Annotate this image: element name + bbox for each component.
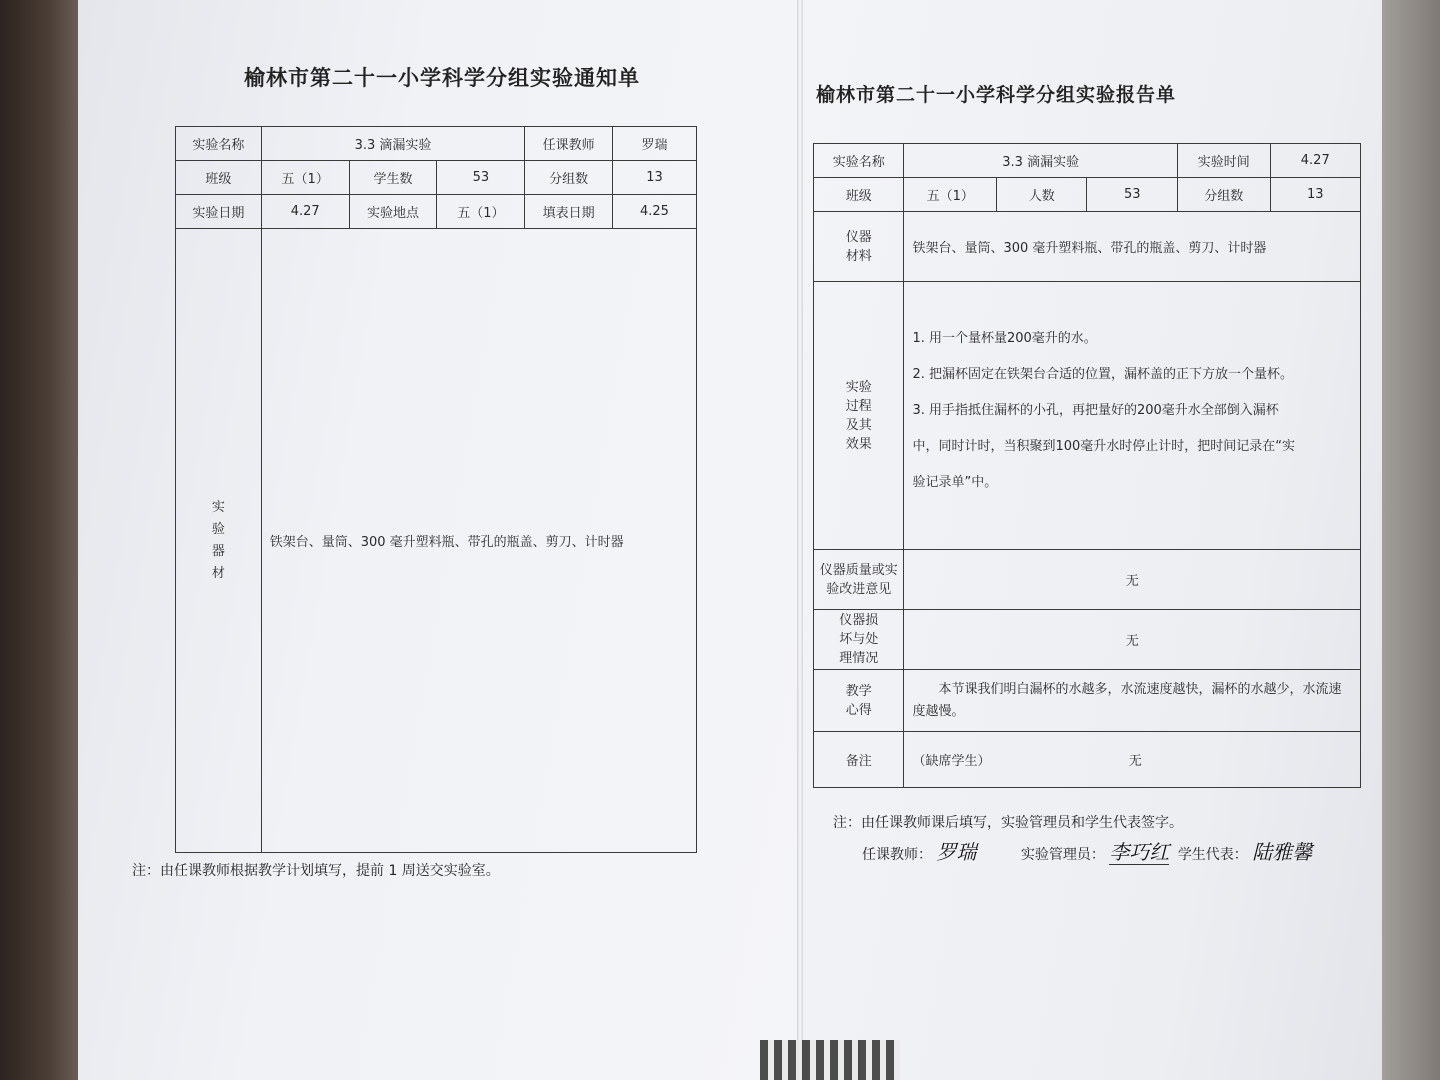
admin-signature: 李巧红 [1109,840,1170,864]
process-step-2: 2. 把漏杯固定在铁架台合适的位置，漏杯盖的正下方放一个量杯。 [912,366,1293,382]
notice-value-class: 五（1） [261,161,349,195]
report-label-quality-text: 仪器质量或实验改进意见 [819,562,898,597]
notice-value-equipment: 铁架台、量筒、300 毫升塑料瓶、带孔的瓶盖、剪刀、计时器 [261,229,696,853]
report-label-exp-time: 实验时间 [1177,144,1270,178]
notice-value-location: 五（1） [437,195,525,229]
report-label-people: 人数 [997,178,1087,212]
report-label-damage [814,610,904,670]
notice-label-groups: 分组数 [525,161,613,195]
notice-value-date: 4.27 [261,195,349,229]
report-value-reflection: 本节课我们明白漏杯的水越多，水流速度越快，漏杯的水越少，水流速度越慢。 [904,670,1361,732]
notice-label-class: 班级 [176,161,262,195]
notice-label-equipment [176,229,262,853]
process-step-3-cont: 中，同时计时，当积聚到100毫升水时停止计时，把时间记录在“实 [912,438,1296,454]
report-label-process [814,282,904,550]
report-label-materials [814,212,904,282]
notice-label-equipment-text: 实验器材 [211,499,225,581]
student-signature: 陆雅馨 [1252,840,1313,864]
notice-label-exp-name: 实验名称 [176,127,262,161]
report-table [813,143,1361,788]
report-label-materials-text: 仪器材料 [845,229,872,264]
notice-label-date: 实验日期 [176,195,262,229]
teacher-signature: 罗瑞 [936,840,977,864]
report-value-exp-time: 4.27 [1270,144,1360,178]
teacher-sign-label: 任课教师： [862,847,932,863]
notice-footnote: 注：由任课教师根据教学计划填写，提前 1 周送交实验室。 [132,863,500,879]
notice-value-groups: 13 [612,161,696,195]
report-label-reflection-text: 教学心得 [845,683,872,718]
page-fold [797,0,803,1080]
report-value-materials: 铁架台、量筒、300 毫升塑料瓶、带孔的瓶盖、剪刀、计时器 [904,212,1361,282]
report-footnote: 注：由任课教师课后填写，实验管理员和学生代表签字。 [833,815,1183,831]
report-label-damage-text: 仪器损坏与处理情况 [839,613,879,666]
report-value-exp-name: 3.3 滴漏实验 [904,144,1177,178]
notice-value-teacher: 罗瑞 [612,127,696,161]
admin-sign-label: 实验管理员： [1020,847,1105,863]
report-value-class: 五（1） [904,178,997,212]
report-value-process [904,282,1361,550]
report-value-damage: 无 [904,610,1361,670]
report-label-reflection [814,670,904,732]
striped-cloth [760,1040,900,1080]
notice-label-students: 学生数 [349,161,437,195]
notice-table [175,126,697,853]
notice-title: 榆林市第二十一小学科学分组实验通知单 [244,66,640,90]
notice-label-fill-date: 填表日期 [525,195,613,229]
report-label-quality [814,550,904,610]
report-title: 榆林市第二十一小学科学分组实验报告单 [816,84,1177,106]
report-value-quality: 无 [904,550,1361,610]
notice-label-location: 实验地点 [349,195,437,229]
notice-label-teacher: 任课教师 [525,127,613,161]
report-value-people: 53 [1087,178,1177,212]
signature-row [862,836,1312,865]
report-value-remarks: 无 [1128,754,1142,769]
process-step-3: 3. 用手指抵住漏杯的小孔，再把量好的200毫升水全部倒入漏杯 [912,402,1279,418]
report-value-remarks-cell [904,732,1361,788]
notice-value-fill-date: 4.25 [612,195,696,229]
report-label-class: 班级 [814,178,904,212]
notice-value-exp-name: 3.3 滴漏实验 [261,127,525,161]
student-sign-label: 学生代表： [1177,847,1248,863]
report-label-remarks: 备注 [814,732,904,788]
report-value-groups: 13 [1270,178,1360,212]
desk-background-left [0,0,80,1080]
report-label-process-text: 实验过程及其效果 [845,379,872,452]
report-label-exp-name: 实验名称 [814,144,904,178]
process-step-1: 1. 用一个量杯量200毫升的水。 [912,330,1097,346]
notice-value-students: 53 [437,161,525,195]
report-label-groups: 分组数 [1177,178,1270,212]
report-remarks-hint: （缺席学生） [912,754,991,769]
process-step-3-end: 验记录单”中。 [912,474,998,490]
